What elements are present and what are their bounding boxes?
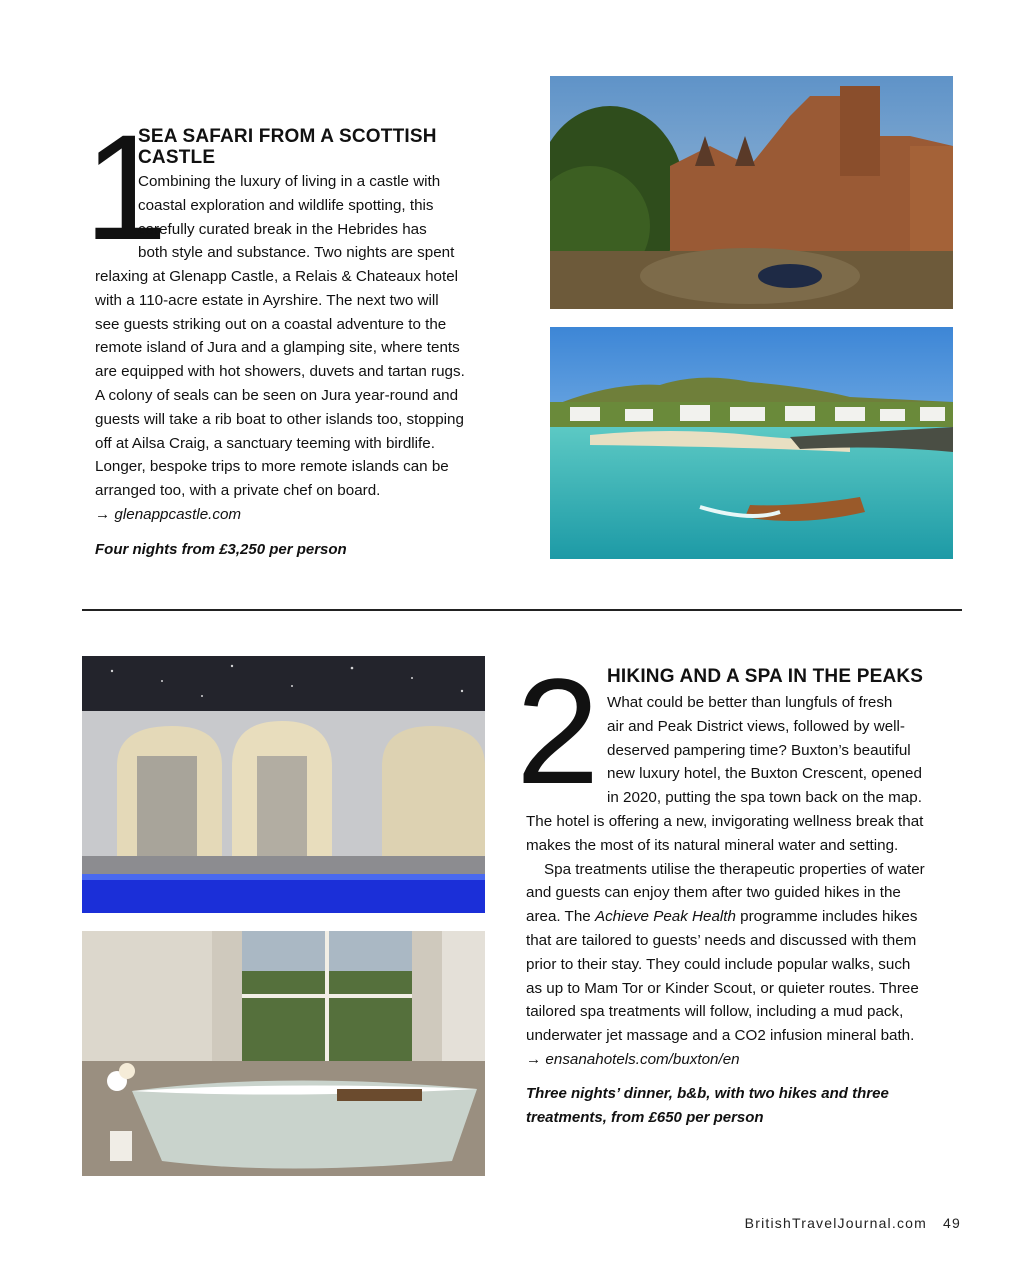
article1-body-line: coastal exploration and wildlife spotting, this <box>138 196 434 214</box>
article1-link-line[interactable] <box>95 503 465 527</box>
page-number: 49 <box>943 1215 961 1231</box>
article1-title-line: CASTLE <box>138 147 216 168</box>
island-harbour-photo <box>550 327 953 559</box>
article2-price-line: treatments, from £650 per person <box>526 1108 764 1126</box>
article2-body-line: in 2020, putting the spa town back on the map. <box>607 789 922 807</box>
article2-body-line: prior to their stay. They could include popular walks, such <box>526 955 911 973</box>
article1-body-line: guests will take a rib boat to other islands too, stopping <box>95 410 464 428</box>
article2-body-line <box>526 905 925 929</box>
programme-name: Achieve Peak Health <box>594 908 736 926</box>
article2-body-line: new luxury hotel, the Buxton Crescent, opened <box>607 765 922 783</box>
article1-body-line: are equipped with hot showers, duvets and tartan rugs. <box>95 363 465 381</box>
article2-price <box>526 1082 889 1130</box>
article1-number: 1 <box>84 103 160 271</box>
article1-title-line: SEA SAFARI FROM A SCOTTISH <box>138 126 437 147</box>
article2-body-line: deserved pampering time? Buxton’s beautiful <box>607 741 911 759</box>
article2-link[interactable]: ensanahotels.com/buxton/en <box>545 1050 740 1068</box>
article1-body-indented <box>138 170 454 265</box>
article2-body-fragment: area. The <box>526 908 595 926</box>
arrow-right-icon: → <box>95 505 111 523</box>
article2-body-line: The hotel is offering a new, invigorating wellness break that <box>526 813 924 830</box>
article1-body-line: off at Ailsa Craig, a sanctuary teeming with birdlife. <box>95 434 435 452</box>
article2-body-line: that are tailored to guests’ needs and discussed with them <box>526 931 917 949</box>
article1-link[interactable]: glenappcastle.com <box>114 505 242 523</box>
article2-body-line: Spa treatments utilise the therapeutic properties of water <box>544 860 925 878</box>
section-divider <box>82 609 962 611</box>
spa-pool-photo <box>82 656 485 913</box>
article2-body-fragment: programme includes hikes <box>735 908 918 926</box>
article1-body-line: both style and substance. Two nights are spent <box>138 244 455 262</box>
article2-body-line: air and Peak District views, followed by well- <box>607 717 905 735</box>
article2-body-line: as up to Mam Tor or Kinder Scout, or quieter routes. Three <box>526 979 919 997</box>
article2-body-indented <box>607 691 922 810</box>
article1-body-line: remote island of Jura and a glamping site, where tents <box>95 339 460 357</box>
arrow-right-icon: → <box>526 1050 542 1068</box>
article1-body-line: carefully curated break in the Hebrides has <box>138 220 427 238</box>
article1-body <box>95 265 465 527</box>
article2-body <box>526 810 925 1072</box>
article2-title: HIKING AND A SPA IN THE PEAKS <box>607 666 924 687</box>
article1-body-line: with a 110-acre estate in Ayrshire. The next two will <box>95 291 439 309</box>
castle-photo <box>550 76 953 309</box>
article2-body-line: makes the most of its natural mineral water and setting. <box>526 836 899 854</box>
article2-body-line: What could be better than lungfuls of fresh <box>607 694 893 711</box>
article2-price-line: Three nights’ dinner, b&b, with two hikes and three <box>526 1085 889 1102</box>
article1-body-line: Combining the luxury of living in a castle with <box>138 173 441 190</box>
article1-body-line: A colony of seals can be seen on Jura year-round and <box>95 386 459 404</box>
footer-site: BritishTravelJournal.com <box>744 1215 928 1231</box>
page-footer <box>745 1215 961 1231</box>
article1-body-line: relaxing at Glenapp Castle, a Relais & Chateaux hotel <box>95 268 459 285</box>
article1-body-line: see guests striking out on a coastal adventure to the <box>95 315 447 333</box>
article2-link-line[interactable] <box>526 1048 925 1072</box>
article1-price: Four nights from £3,250 per person <box>95 541 347 558</box>
bathtub-photo <box>82 931 485 1176</box>
article2-body-line: underwater jet massage and a CO2 infusion mineral bath. <box>526 1027 915 1045</box>
article2-body-line: tailored spa treatments will follow, including a mud pack, <box>526 1003 904 1021</box>
article2-body-line: and guests can enjoy them after two guided hikes in the <box>526 884 901 902</box>
article1-body-line: arranged too, with a private chef on board. <box>95 482 381 500</box>
article2-number: 2 <box>516 647 600 815</box>
article1-body-line: Longer, bespoke trips to more remote islands can be <box>95 458 449 476</box>
article1-title <box>138 126 437 168</box>
